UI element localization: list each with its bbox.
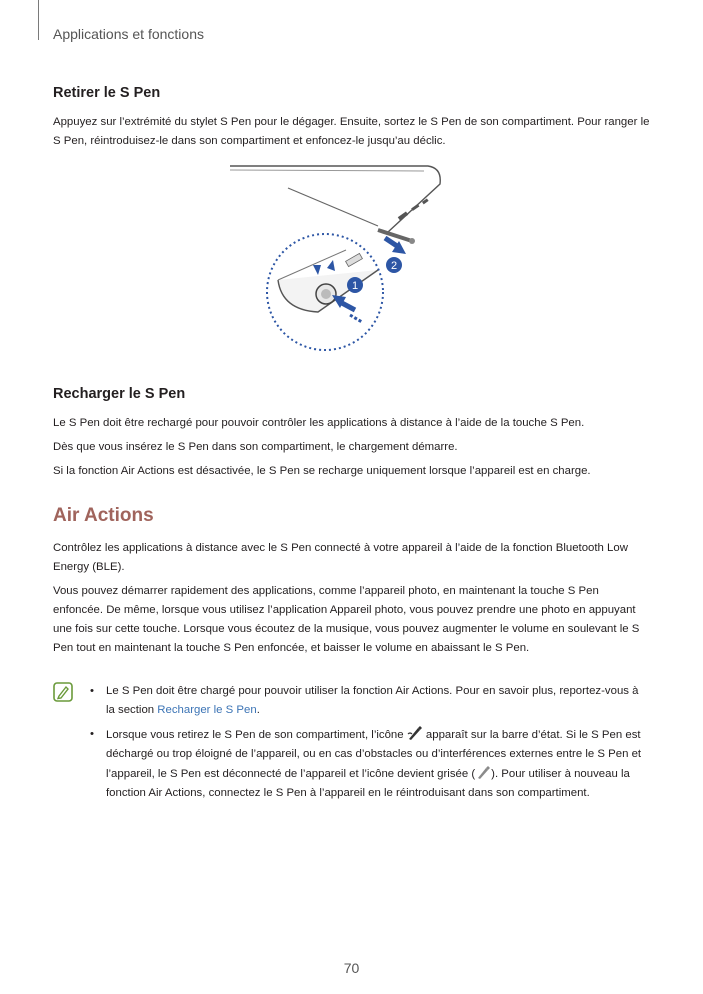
page-header-title: Applications et fonctions (53, 26, 204, 42)
heading-charge-spen: Recharger le S Pen (53, 386, 186, 402)
note-item-2 (88, 725, 648, 803)
step-1-label: 1 (351, 280, 359, 292)
step-2-label: 2 (390, 260, 398, 272)
note-item-1 (88, 682, 648, 720)
spen-disconnected-icon (475, 764, 491, 780)
notes-list (88, 682, 648, 808)
charge-paragraph-2: Dès que vous insérez le S Pen dans son compartiment, le chargement démarre. (53, 441, 458, 453)
bullet: • (90, 728, 94, 740)
page-number: 70 (343, 960, 360, 976)
charge-paragraph-1: Le S Pen doit être rechargé pour pouvoir contrôler les applications à distance à l’aide de la touche S Pen. (53, 417, 585, 429)
charge-paragraph-3: Si la fonction Air Actions est désactivée, le S Pen se recharge uniquement lorsque l’appareil est en charge. (53, 465, 591, 477)
note-1-end: . (256, 704, 260, 716)
note-icon (53, 682, 73, 702)
air-actions-paragraph-2: Vous pouvez démarrer rapidement des applications, comme l’appareil photo, en maintenant la touche S Pen enfoncée. De même, lorsque vous utilisez l’application Appareil photo, vous pouvez prendre une photo en appuyant une fois sur cette touche. Lorsque vous écoutez de la musique, vous pouvez augmenter le volume en soulevant le S Pen tout en maintenant la touche S Pen enfoncée, et baisser le volume en abaissant le S Pen. (53, 585, 640, 654)
note-2-text-b: apparaît sur la barre d’état. Si le S Pen est déchargé ou trop éloigné de l’appareil, ou en cas d’obstacles ou d’interférences externes entre le S Pen et l’appareil, le S Pen est déconnecté de l’appareil et l’icône devient grisée ( (106, 729, 642, 780)
link-recharge-spen[interactable]: Recharger le S Pen (157, 704, 257, 716)
remove-instructions: Appuyez sur l’extrémité du stylet S Pen pour le dégager. Ensuite, sortez le S Pen de son compartiment. Pour ranger le S Pen, réintroduisez-le dans son compartiment et enfoncez-le jusqu’au déclic. (53, 116, 650, 147)
spen-connected-icon (407, 725, 423, 741)
heading-air-actions: Air Actions (53, 505, 154, 526)
spen-removal-illustration (228, 162, 478, 356)
note-2-text-c: ). Pour utiliser à nouveau la fonction Air Actions, connectez le S Pen à l’appareil en le réintroduisant dans son compartiment. (106, 768, 630, 799)
header-rule (38, 0, 39, 40)
bullet: • (90, 685, 94, 697)
note-2-text-a: Lorsque vous retirez le S Pen de son compartiment, l’icône (106, 729, 404, 741)
heading-remove-spen: Retirer le S Pen (53, 85, 161, 101)
air-actions-paragraph-1: Contrôlez les applications à distance avec le S Pen connecté à votre appareil à l’aide de la fonction Bluetooth Low Energy (BLE). (53, 542, 628, 573)
note-1-text: Le S Pen doit être chargé pour pouvoir utiliser la fonction Air Actions. Pour en savoir plus, reportez-vous à la section (106, 685, 639, 716)
